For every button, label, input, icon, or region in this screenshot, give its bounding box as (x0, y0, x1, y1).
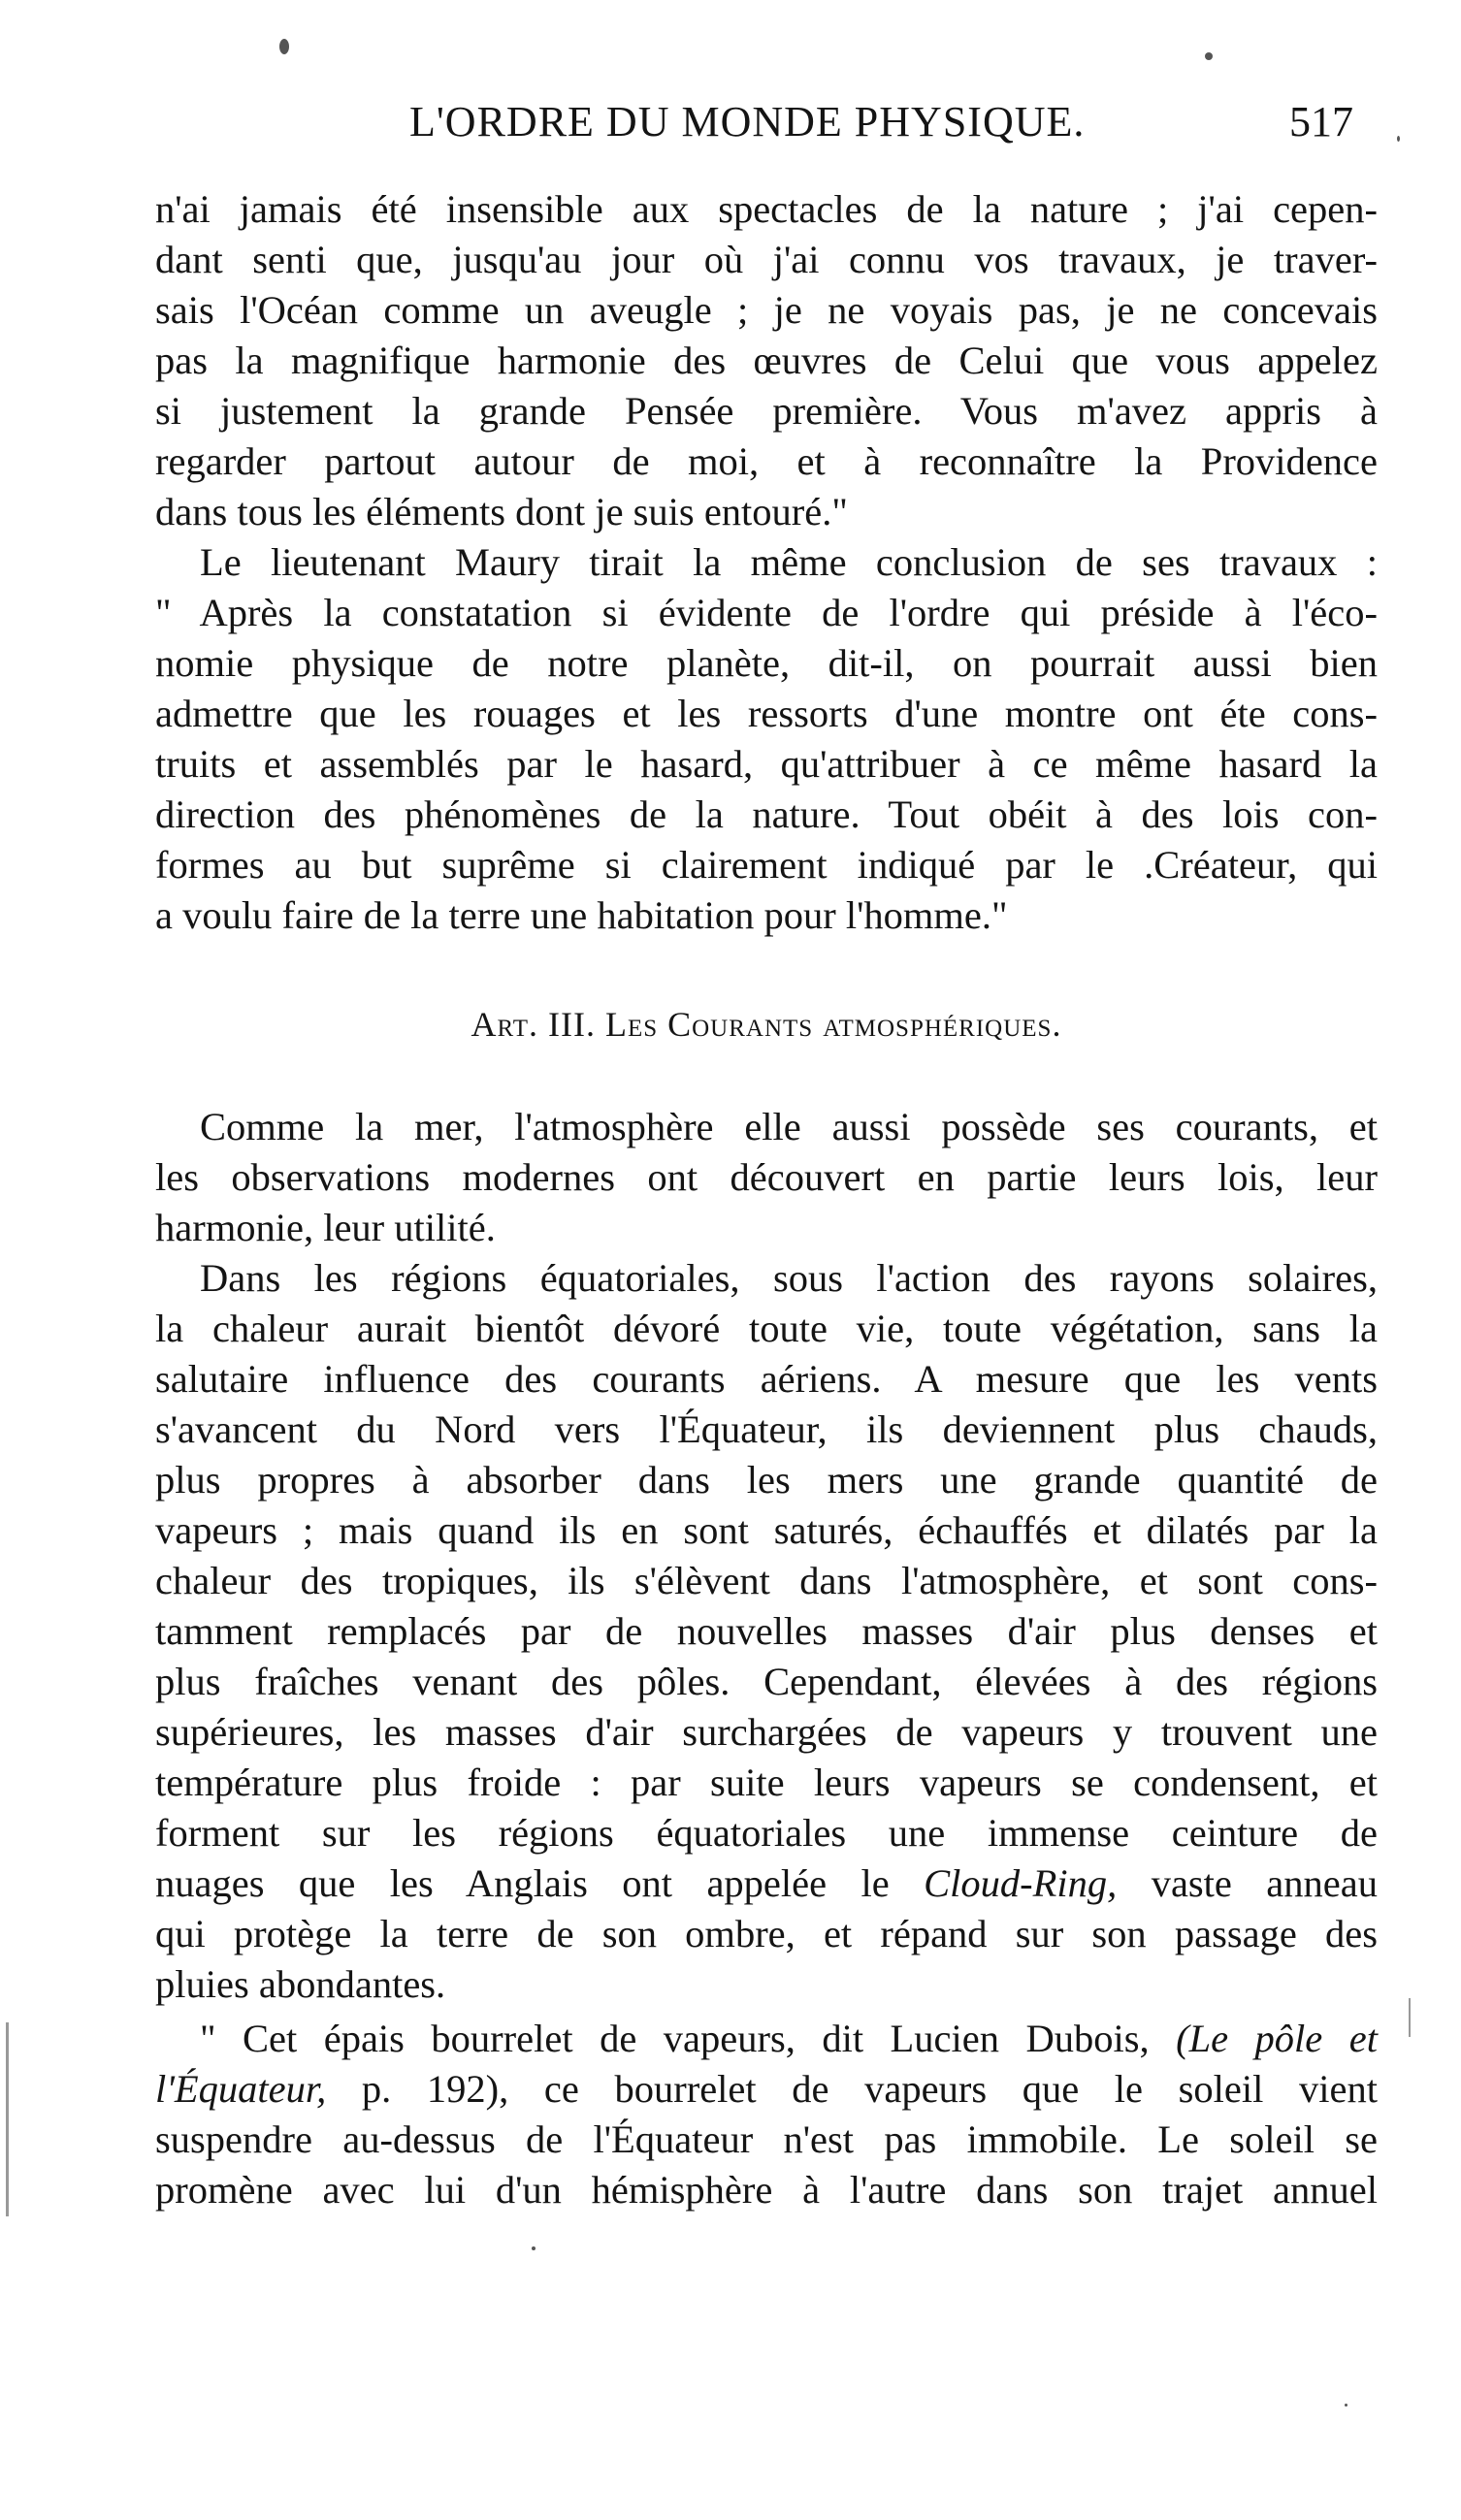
paragraph-continued-quote (155, 184, 1378, 537)
text-line-with-italic (155, 2064, 1378, 2115)
text-line: n'ai jamais été insensible aux spectacles de la nature ; j'ai cepen- (155, 187, 1378, 231)
scan-speck (1205, 52, 1213, 60)
text-line: les observations modernes ont découvert en partie leurs lois, leur (155, 1155, 1378, 1199)
italic-citation: (Le pôle et (1176, 2017, 1378, 2060)
italic-term: Cloud-Ring, (924, 1861, 1118, 1905)
text-fragment: vaste anneau (1151, 1861, 1378, 1905)
paragraph-dubois-quote (155, 2014, 1378, 2215)
text-line: s'avancent du Nord vers l'Équateur, ils deviennent plus chauds, (155, 1407, 1378, 1451)
text-line: tamment remplacés par de nouvelles masses d'air plus denses et (155, 1609, 1378, 1653)
scan-edge-mark (6, 2022, 9, 2216)
text-line: harmonie, leur utilité. (155, 1206, 496, 1249)
section-number: Art. III. (471, 1005, 596, 1044)
section-title: Les Courants atmosphériques. (604, 1005, 1062, 1044)
text-fragment: " Cet épais bourrelet de vapeurs, dit Lucien Dubois, (200, 2017, 1150, 2060)
text-line: Dans les régions équatoriales, sous l'action des rayons solaires, (200, 1256, 1378, 1300)
text-line: qui protège la terre de son ombre, et répand sur son passage des (155, 1912, 1378, 1955)
page-number: 517 (1289, 98, 1353, 145)
paragraph-equatorial-regions (155, 1253, 1378, 2010)
text-line: truits et assemblés par le hasard, qu'attribuer à ce même hasard la (155, 742, 1378, 786)
text-line: Comme la mer, l'atmosphère elle aussi possède ses courants, et (200, 1105, 1378, 1148)
text-line: dant senti que, jusqu'au jour où j'ai connu vos travaux, je traver- (155, 238, 1378, 281)
text-line: plus propres à absorber dans les mers une grande quantité de (155, 1458, 1378, 1502)
text-line: nomie physique de notre planète, dit-il, on pourrait aussi bien (155, 641, 1378, 685)
running-head (155, 97, 1373, 155)
text-fragment: ce bourrelet de vapeurs que le soleil vient (543, 2067, 1379, 2111)
text-line: température plus froide : par suite leurs vapeurs se condensent, et (155, 1761, 1378, 1804)
text-line: admettre que les rouages et les ressorts d'une montre ont éte cons- (155, 692, 1378, 735)
text-line: dans tous les éléments dont je suis entouré." (155, 490, 848, 533)
text-fragment: p. 192), (361, 2067, 509, 2111)
scan-speck (279, 39, 289, 54)
text-line: Le lieutenant Maury tirait la même conclusion de ses travaux : (200, 540, 1378, 584)
text-line: promène avec lui d'un hémisphère à l'autre dans son trajet annuel (155, 2168, 1378, 2212)
text-line: pas la magnifique harmonie des œuvres de Celui que vous appelez (155, 339, 1378, 382)
scan-speck (532, 2246, 536, 2250)
text-line: suspendre au-dessus de l'Équateur n'est pas immobile. Le soleil se (155, 2117, 1378, 2161)
scan-speck (1397, 136, 1400, 142)
text-line: pluies abondantes. (155, 1962, 446, 2006)
running-title: L'ORDRE DU MONDE PHYSIQUE. (409, 98, 1086, 145)
text-line: salutaire influence des courants aériens. A mesure que les vents (155, 1357, 1378, 1401)
text-line-with-italic (155, 1858, 1378, 1909)
text-line: sais l'Océan comme un aveugle ; je ne voyais pas, je ne concevais (155, 288, 1378, 332)
text-line: formes au but suprême si clairement indiqué par le .Créateur, qui (155, 843, 1378, 887)
paragraph-atmosphere-intro (155, 1102, 1378, 1253)
text-line: la chaleur aurait bientôt dévoré toute vie, toute végétation, sans la (155, 1307, 1378, 1350)
text-line: supérieures, les masses d'air surchargées de vapeurs y trouvent une (155, 1710, 1378, 1754)
text-fragment: nuages que les Anglais ont appelée le (155, 1861, 890, 1905)
scan-speck (1345, 2404, 1347, 2407)
text-line: regarder partout autour de moi, et à reconnaître la Providence (155, 439, 1378, 483)
text-line: vapeurs ; mais quand ils en sont saturés, échauffés et dilatés par la (155, 1508, 1378, 1552)
text-line: forment sur les régions équatoriales une immense ceinture de (155, 1811, 1378, 1855)
section-heading (155, 1004, 1378, 1045)
paragraph-maury-quote (155, 537, 1378, 941)
text-line-with-italic (155, 2014, 1378, 2064)
scan-edge-mark (1409, 1998, 1411, 2037)
text-line: plus fraîches venant des pôles. Cependant, élevées à des régions (155, 1660, 1378, 1703)
text-line: a voulu faire de la terre une habitation pour l'homme." (155, 893, 1008, 937)
text-line: chaleur des tropiques, ils s'élèvent dans l'atmosphère, et sont cons- (155, 1559, 1378, 1602)
text-line: si justement la grande Pensée première. Vous m'avez appris à (155, 389, 1378, 433)
text-line: " Après la constatation si évidente de l'ordre qui préside à l'éco- (155, 591, 1378, 634)
italic-citation: l'Équateur, (155, 2067, 327, 2111)
text-line: direction des phénomènes de la nature. Tout obéit à des lois con- (155, 792, 1378, 836)
